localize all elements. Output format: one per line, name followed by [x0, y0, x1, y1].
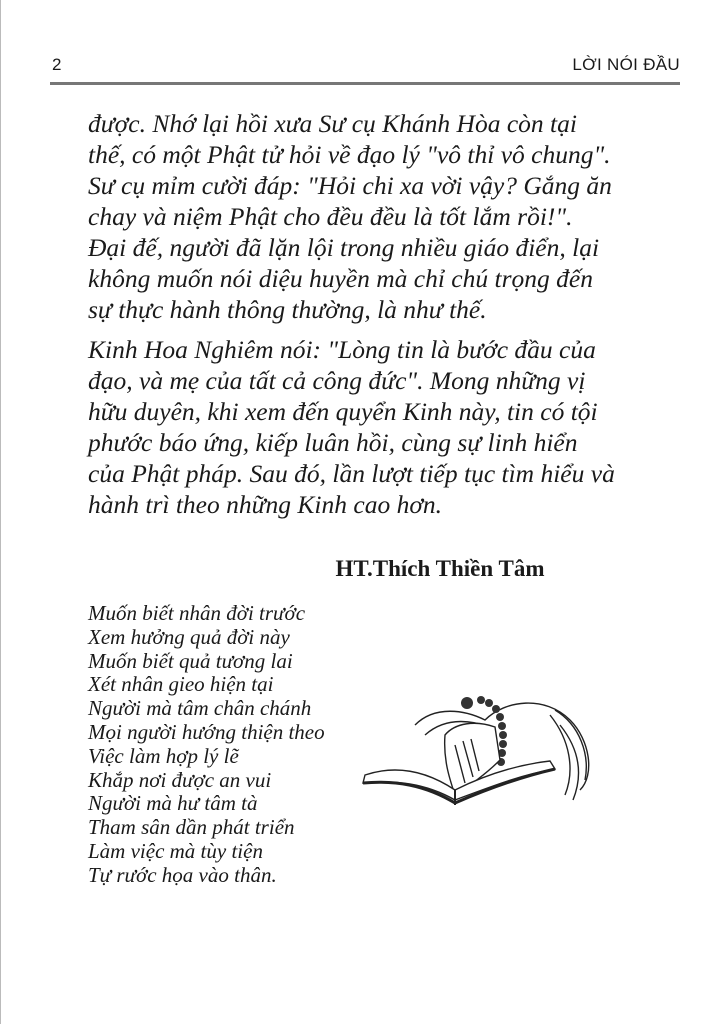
author-signature: HT.Thích Thiền Tâm	[335, 556, 545, 581]
page-edge	[0, 0, 1, 1024]
poem-line: Làm việc mà tùy tiện	[88, 838, 263, 863]
text-line: chay và niệm Phật cho đều đều là tốt lắm rồi!".	[88, 202, 573, 231]
paragraph-2	[88, 334, 688, 520]
text-line: không muốn nói diệu huyền mà chỉ chú trọng đến	[88, 264, 593, 293]
text-line: Kinh Hoa Nghiêm nói: "Lòng tin là bước đầu của	[88, 335, 596, 364]
page-number: 2	[52, 55, 62, 74]
text-line: thế, có một Phật tử hỏi về đạo lý "vô thỉ vô chung".	[88, 140, 611, 169]
text-line: phước báo ứng, kiếp luân hồi, cùng sự linh hiển	[88, 428, 578, 457]
poem-line: Việc làm hợp lý lẽ	[88, 743, 239, 768]
poem-line: Muốn biết quả tương lai	[88, 648, 293, 673]
text-line: Đại đế, người đã lặn lội trong nhiều giáo điển, lại	[88, 233, 600, 262]
text-line: của Phật pháp. Sau đó, lần lượt tiếp tục tìm hiểu và	[88, 459, 615, 488]
poem-line: Mọi người hướng thiện theo	[88, 719, 325, 744]
poem-line: Tham sân dần phát triển	[88, 815, 295, 840]
poem-line: Muốn biết nhân đời trước	[88, 601, 306, 625]
chapter-title: LỜI NÓI ĐẦU	[572, 55, 680, 74]
text-line: đạo, và mẹ của tất cả công đức". Mong những vị	[88, 366, 586, 395]
running-header	[50, 52, 680, 85]
poem-line: Tự rước họa vào thân.	[88, 862, 277, 887]
poem-line: Xét nhân gieo hiện tại	[88, 672, 274, 697]
poem	[88, 602, 325, 888]
hand-on-book-illustration	[355, 665, 605, 825]
poem-line: Xem hưởng quả đời này	[88, 624, 290, 649]
text-line: hành trì theo những Kinh cao hơn.	[88, 490, 443, 519]
text-line: sự thực hành thông thường, là như thế.	[88, 295, 487, 324]
text-line: được. Nhớ lại hồi xưa Sư cụ Khánh Hòa còn tại	[88, 109, 577, 138]
poem-line: Người mà hư tâm tà	[88, 791, 258, 816]
paragraph-1	[88, 108, 688, 325]
text-line: Sư cụ mỉm cười đáp: "Hỏi chi xa vời vậy? Gắng ăn	[88, 171, 612, 200]
text-line: hữu duyên, khi xem đến quyển Kinh này, tin có tội	[88, 397, 598, 426]
poem-line: Khắp nơi được an vui	[88, 767, 272, 792]
poem-line: Người mà tâm chân chánh	[88, 696, 312, 721]
